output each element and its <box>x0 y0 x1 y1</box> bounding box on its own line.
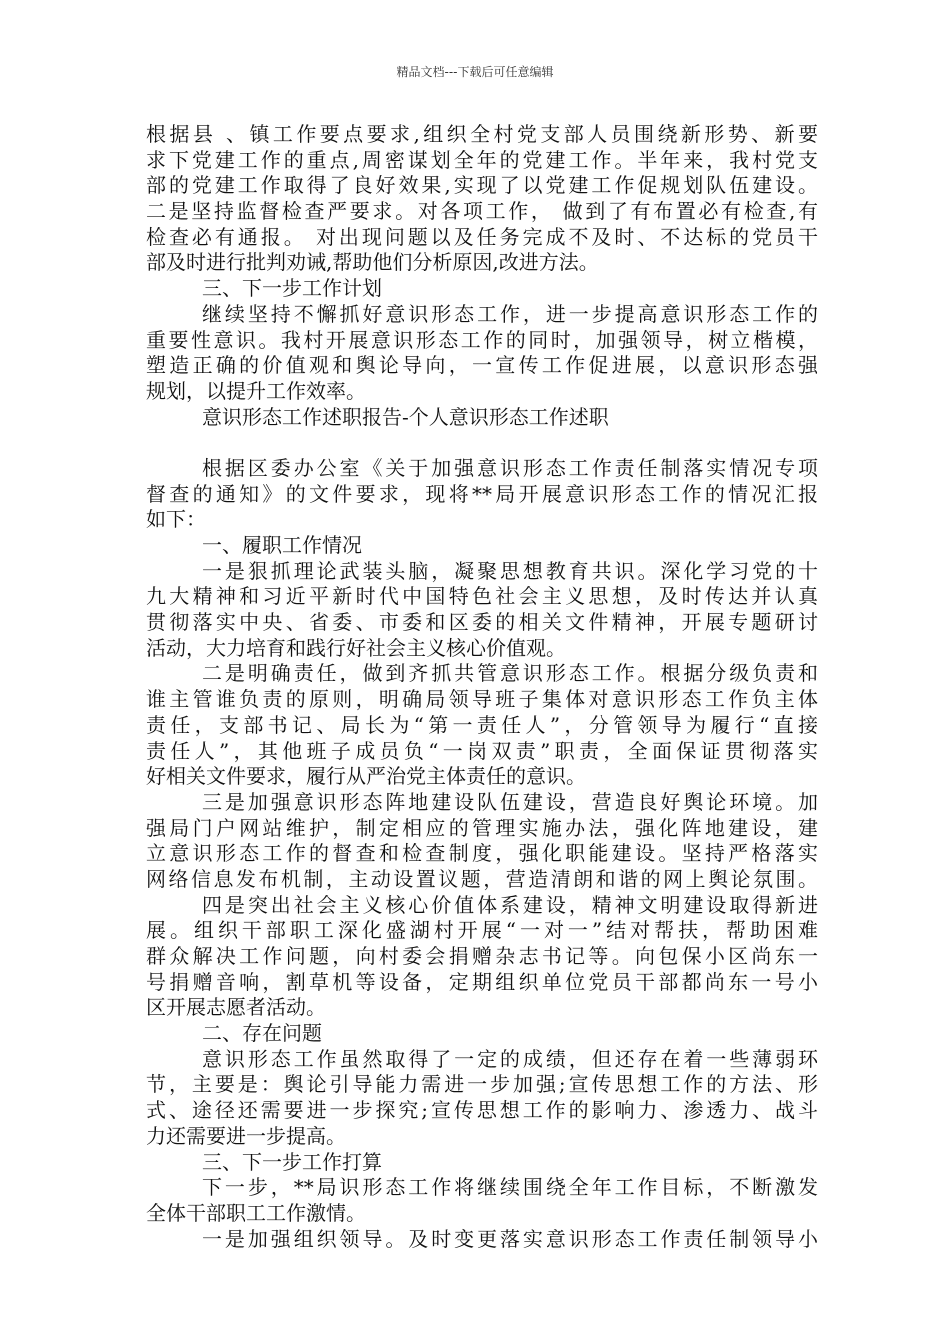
text-line: 力还需要进一步提高。 <box>146 1123 346 1148</box>
text-line: 谁主管谁负责的原则，明确局领导班子集体对意识形态工作负主体 <box>146 687 818 712</box>
text-line: 一是加强组织领导。及时变更落实意识形态工作责任制领导小 <box>202 1226 818 1251</box>
text-line: 四是突出社会主义核心价值体系建设，精神文明建设取得新进 <box>202 892 818 917</box>
text-line: 式、途径还需要进一步探究;宣传思想工作的影响力、渗透力、战斗 <box>146 1098 818 1123</box>
text-line: 二是明确责任，做到齐抓共管意识形态工作。根据分级负责和 <box>202 661 818 686</box>
text-line: 二、存在问题 <box>202 1021 322 1046</box>
text-line: 展。组织干部职工深化盛湖村开展“一对一”结对帮扶，帮助困难 <box>146 918 818 943</box>
text-line: 三是加强意识形态阵地建设队伍建设，营造良好舆论环境。加 <box>202 789 818 814</box>
text-line: 贯彻落实中央、省委、市委和区委的相关文件精神，开展专题研讨 <box>146 610 818 635</box>
text-line: 全体干部职工工作激情。 <box>146 1200 366 1225</box>
text-line: 部及时进行批判劝诫,帮助他们分析原因,改进方法。 <box>146 250 599 275</box>
text-line: 如下： <box>146 507 206 532</box>
text-line: 继续坚持不懈抓好意识形态工作，进一步提高意识形态工作的 <box>202 301 818 326</box>
text-line: 活动，大力培育和践行好社会主义核心价值观。 <box>146 635 566 660</box>
text-line: 求下党建工作的重点,周密谋划全年的党建工作。半年来，我村党支 <box>146 147 818 172</box>
page-header: 精品文档---下载后可任意编辑 <box>396 65 554 79</box>
text-line: 网络信息发布机制，主动设置议题，营造清朗和谐的网上舆论氛围。 <box>146 866 818 891</box>
text-line: 下一步，**局识形态工作将继续围绕全年工作目标，不断激发 <box>202 1175 818 1200</box>
text-line: 检查必有通报。 对出现问题以及任务完成不及时、不达标的党员干 <box>146 224 818 249</box>
text-line: 群众解决工作问题，向村委会捐赠杂志书记等。向包保小区尚东一 <box>146 944 818 968</box>
text-line: 一、履职工作情况 <box>202 533 362 557</box>
text-line: 部的党建工作取得了良好效果,实现了以党建工作促规划队伍建设。 <box>146 173 818 198</box>
text-line: 三、下一步工作计划 <box>202 276 382 301</box>
text-line: 意识形态工作虽然取得了一定的成绩，但还存在着一些薄弱环 <box>202 1046 818 1071</box>
text-line: 二是坚持监督检查严要求。对各项工作， 做到了有布置必有检查,有 <box>146 199 818 224</box>
text-line: 强局门户网站维护，制定相应的管理实施办法，强化阵地建设，建 <box>146 815 818 840</box>
text-line: 立意识形态工作的督查和检查制度，强化职能建设。坚持严格落实 <box>146 841 818 866</box>
text-line: 根据区委办公室《关于加强意识形态工作责任制落实情况专项 <box>202 455 818 480</box>
text-line: 号捐赠音响，割草机等设备，定期组织单位党员干部都尚东一号小 <box>146 969 818 994</box>
text-line: 一是狠抓理论武装头脑，凝聚思想教育共识。深化学习党的十 <box>202 558 818 583</box>
text-line: 塑造正确的价值观和舆论导向，一宣传工作促进展，以意识形态强 <box>146 353 818 378</box>
text-line: 责任，支部书记、局长为“第一责任人”，分管领导为履行“直接 <box>146 712 818 737</box>
text-line: 节，主要是：舆论引导能力需进一步加强;宣传思想工作的方法、形 <box>146 1072 818 1097</box>
text-line: 区开展志愿者活动。 <box>146 995 326 1020</box>
document-body <box>146 122 818 1252</box>
text-line: 规划，以提升工作效率。 <box>146 378 366 403</box>
text-line: 九大精神和习近平新时代中国特色社会主义思想，及时传达并认真 <box>146 584 818 609</box>
text-line: 意识形态工作述职报告-个人意识形态工作述职 <box>202 404 609 429</box>
text-line: 根据县 、镇工作要点要求,组织全村党支部人员围绕新形势、新要 <box>146 122 818 146</box>
text-line: 重要性意识。我村开展意识形态工作的同时，加强领导，树立楷模， <box>146 327 818 352</box>
text-line: 好相关文件要求，履行从严治党主体责任的意识。 <box>146 764 586 789</box>
text-line: 三、下一步工作打算 <box>202 1149 382 1174</box>
text-line: 督查的通知》的文件要求，现将**局开展意识形态工作的情况汇报 <box>146 481 818 506</box>
text-line: 责任人”，其他班子成员负“一岗双责”职责，全面保证贯彻落实 <box>146 738 818 763</box>
blank-line <box>146 430 818 456</box>
